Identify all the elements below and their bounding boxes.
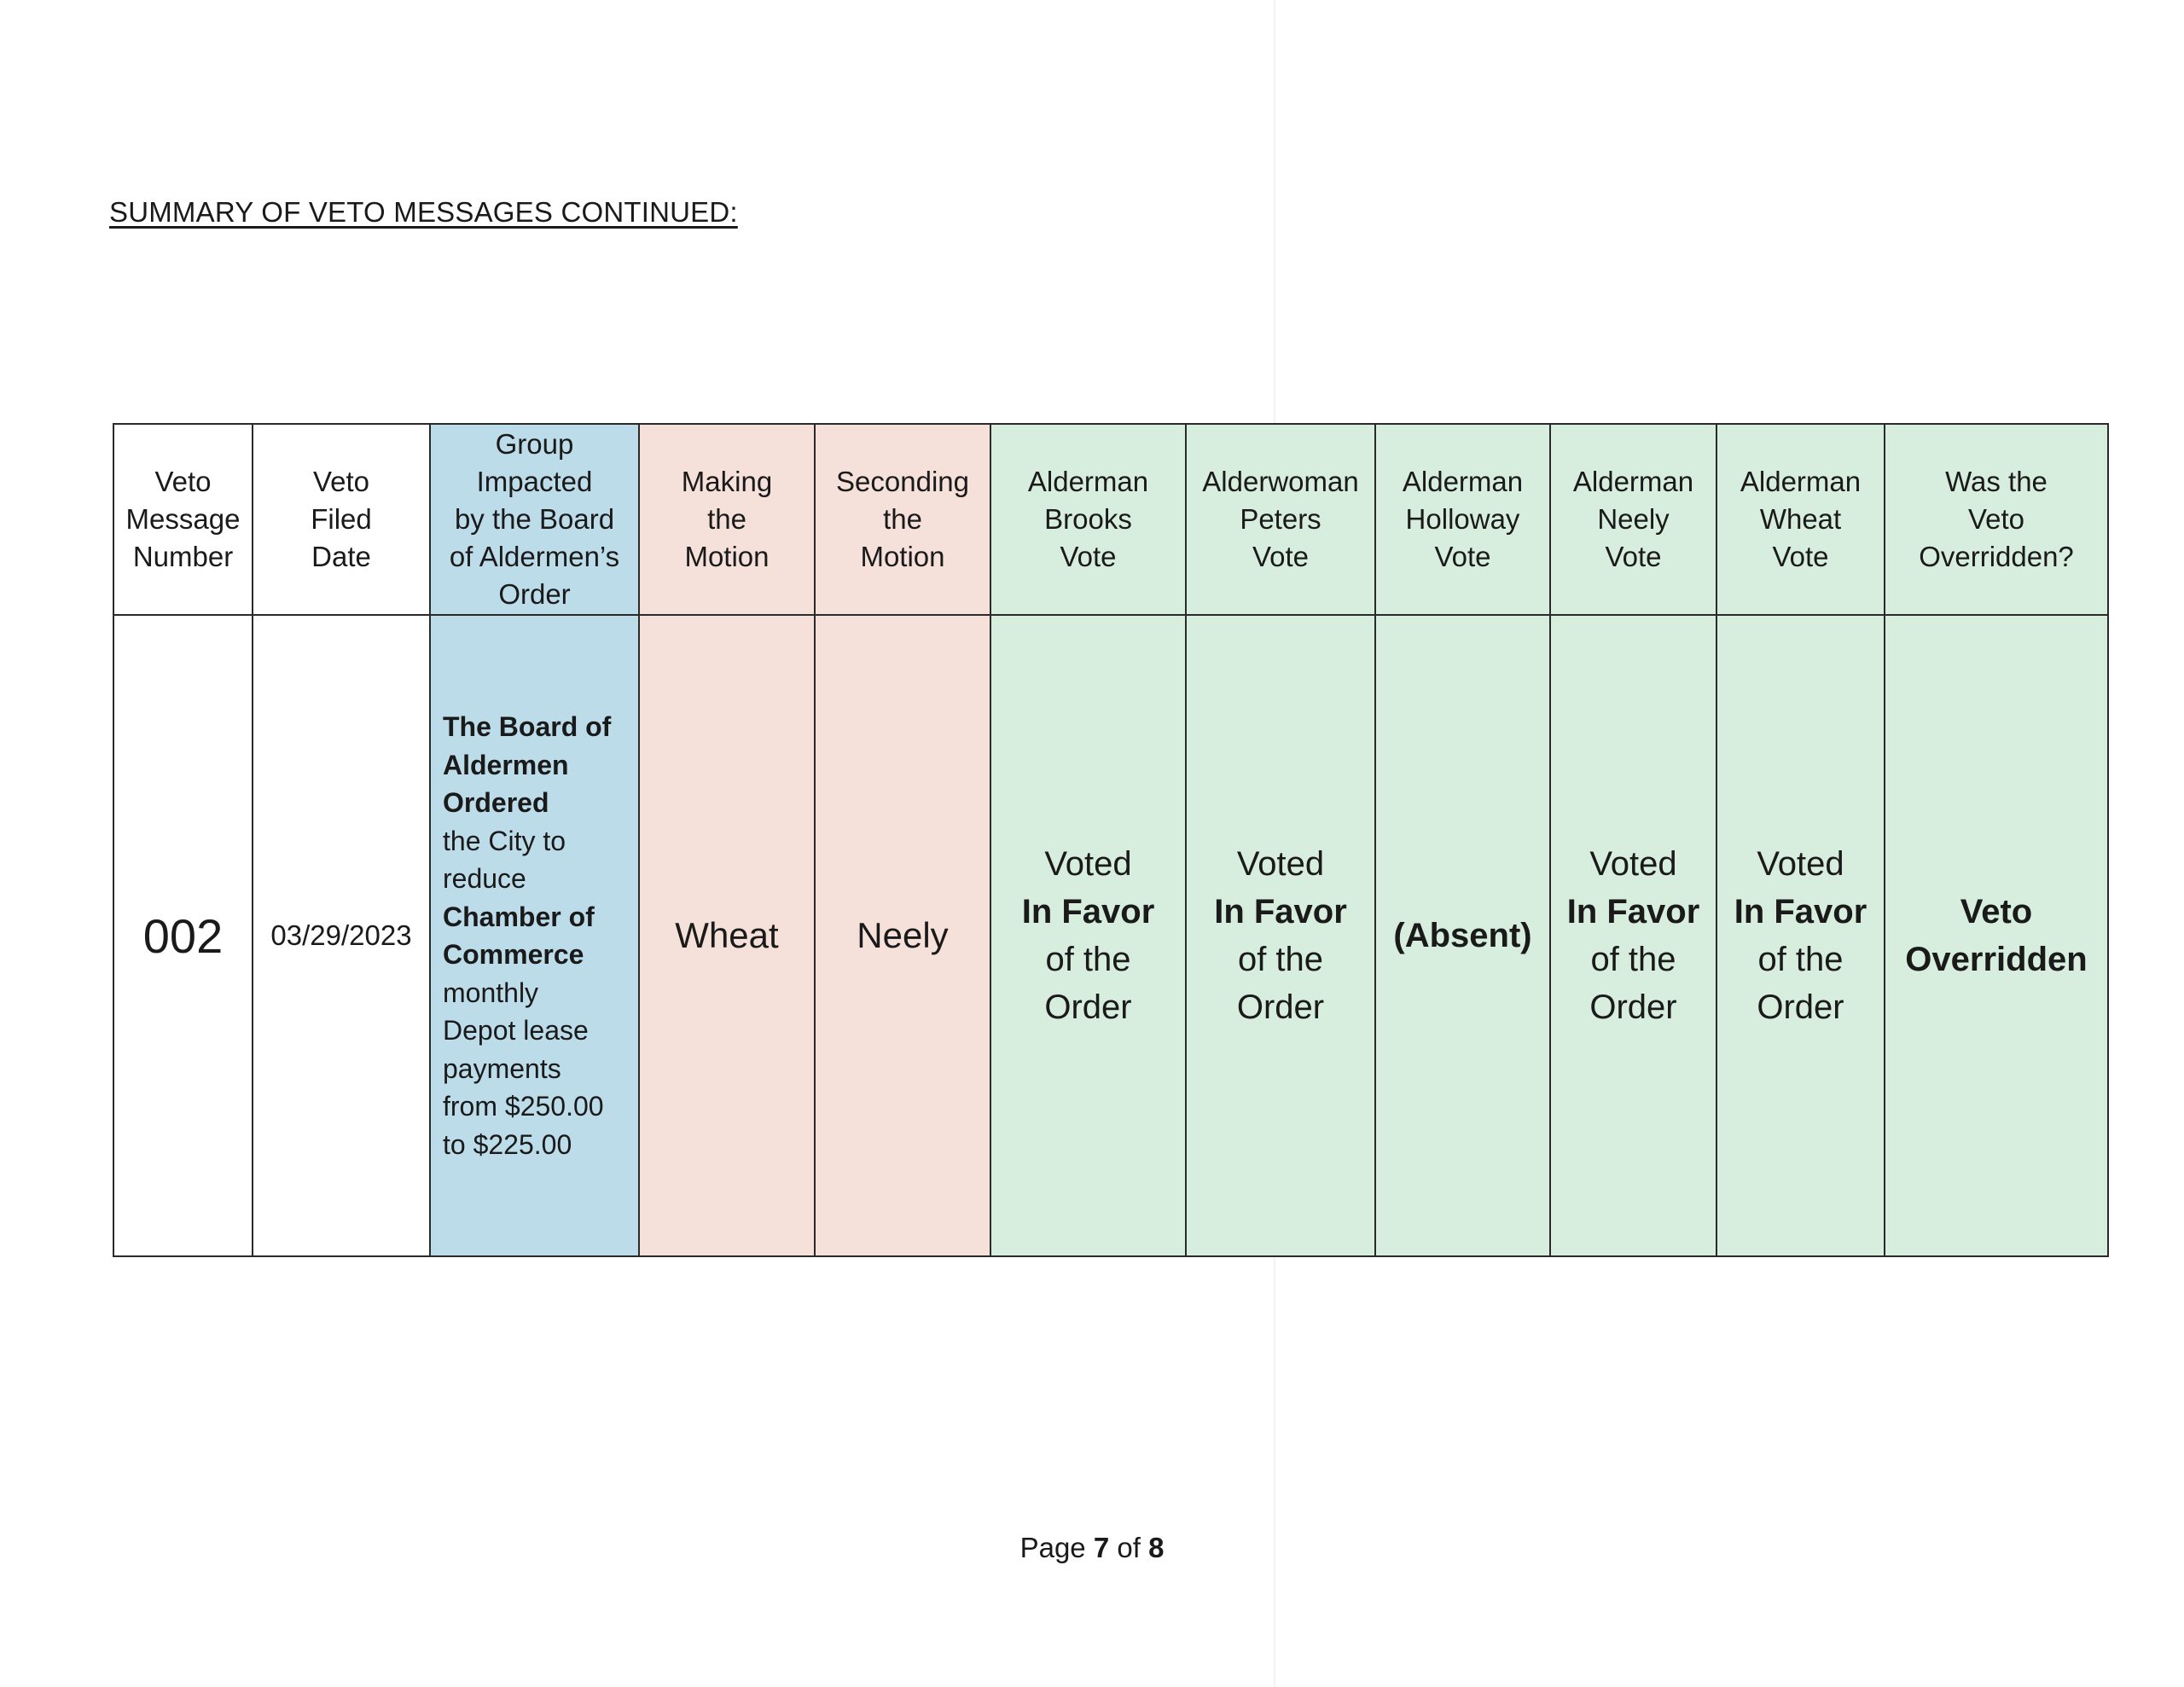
veto-number-cell: 002 bbox=[113, 615, 253, 1256]
group-text-line: reduce bbox=[443, 863, 526, 894]
header-veto-message-number bbox=[113, 424, 253, 615]
header-brooks-vote bbox=[990, 424, 1186, 615]
header-line: Message bbox=[125, 503, 241, 535]
header-line: Overridden? bbox=[1919, 541, 2074, 572]
header-line: Impacted bbox=[476, 466, 593, 497]
group-text-line: Ordered bbox=[443, 787, 549, 818]
table-row bbox=[113, 615, 2108, 1256]
group-text-line: Aldermen bbox=[443, 749, 569, 780]
veto-summary-table bbox=[113, 423, 2109, 1257]
making-motion-cell: Wheat bbox=[639, 615, 815, 1256]
header-line: Alderman bbox=[1402, 466, 1524, 497]
veto-overridden-cell: Veto Overridden bbox=[1885, 615, 2108, 1256]
header-line: Vote bbox=[1252, 541, 1310, 572]
page-title: SUMMARY OF VETO MESSAGES CONTINUED: bbox=[109, 196, 738, 228]
header-peters-vote bbox=[1186, 424, 1375, 615]
page-number: Page 7 of 8 bbox=[1019, 1532, 1165, 1563]
header-line: Wheat bbox=[1759, 503, 1842, 535]
group-text-line: the City to bbox=[443, 825, 566, 856]
header-line: the bbox=[707, 503, 746, 535]
header-line: Number bbox=[132, 541, 234, 572]
header-group-impacted bbox=[430, 424, 639, 615]
header-wheat-vote bbox=[1716, 424, 1885, 615]
header-line: Alderwoman bbox=[1202, 466, 1359, 497]
header-line: Seconding bbox=[836, 466, 969, 497]
header-line: Vote bbox=[1772, 541, 1829, 572]
header-line: Making bbox=[681, 466, 773, 497]
header-line: Was the bbox=[1945, 466, 2048, 497]
header-line: Vote bbox=[1060, 541, 1117, 572]
header-line: Veto bbox=[154, 466, 212, 497]
group-text-line: to $225.00 bbox=[443, 1128, 572, 1160]
group-text-line: Depot lease bbox=[443, 1015, 589, 1046]
group-text-line: payments bbox=[443, 1052, 561, 1084]
vote-in-favor: Voted In Favor of the Order bbox=[1214, 845, 1347, 1026]
header-making-motion bbox=[639, 424, 815, 615]
header-seconding-motion bbox=[815, 424, 990, 615]
header-line: Motion bbox=[684, 541, 770, 572]
table-header-row bbox=[113, 424, 2108, 615]
header-line: Alderman bbox=[1027, 466, 1149, 497]
header-line: the bbox=[883, 503, 922, 535]
header-neely-vote bbox=[1550, 424, 1716, 615]
header-line: Motion bbox=[860, 541, 945, 572]
header-line: Vote bbox=[1434, 541, 1491, 572]
group-text-line: from $250.00 bbox=[443, 1091, 604, 1122]
header-line: Group bbox=[495, 428, 574, 460]
header-line: Veto bbox=[312, 466, 370, 497]
group-text-line: monthly bbox=[443, 977, 539, 1008]
header-line: Neely bbox=[1597, 503, 1670, 535]
header-line: Holloway bbox=[1405, 503, 1520, 535]
wheat-vote-cell bbox=[1716, 615, 1885, 1256]
peters-vote-cell bbox=[1186, 615, 1375, 1256]
vote-in-favor: Voted In Favor of the Order bbox=[1566, 845, 1700, 1026]
group-text-line: Chamber of bbox=[443, 901, 595, 932]
group-text-line: The Board of bbox=[443, 711, 612, 742]
header-line: Filed bbox=[311, 503, 372, 535]
seconding-motion-cell: Neely bbox=[815, 615, 990, 1256]
header-line: Order bbox=[498, 578, 571, 610]
header-line: Peters bbox=[1240, 503, 1321, 535]
header-veto-filed-date bbox=[253, 424, 430, 615]
neely-vote-cell bbox=[1550, 615, 1716, 1256]
vote-in-favor: Voted In Favor of the Order bbox=[1734, 845, 1867, 1026]
group-impacted-cell bbox=[430, 615, 639, 1256]
header-line: Alderman bbox=[1572, 466, 1694, 497]
group-text-line: Commerce bbox=[443, 939, 584, 970]
holloway-vote-cell: (Absent) bbox=[1375, 615, 1550, 1256]
brooks-vote-cell bbox=[990, 615, 1186, 1256]
header-line: Alderman bbox=[1740, 466, 1862, 497]
vote-in-favor: Voted In Favor of the Order bbox=[1021, 845, 1155, 1026]
header-veto-overridden bbox=[1885, 424, 2108, 615]
header-line: Veto bbox=[1967, 503, 2025, 535]
header-line: by the Board bbox=[454, 503, 615, 535]
header-line: Vote bbox=[1605, 541, 1662, 572]
header-line: Brooks bbox=[1044, 503, 1132, 535]
header-holloway-vote bbox=[1375, 424, 1550, 615]
header-line: of Aldermen’s bbox=[449, 541, 620, 572]
header-line: Date bbox=[311, 541, 371, 572]
veto-date-cell: 03/29/2023 bbox=[253, 615, 430, 1256]
